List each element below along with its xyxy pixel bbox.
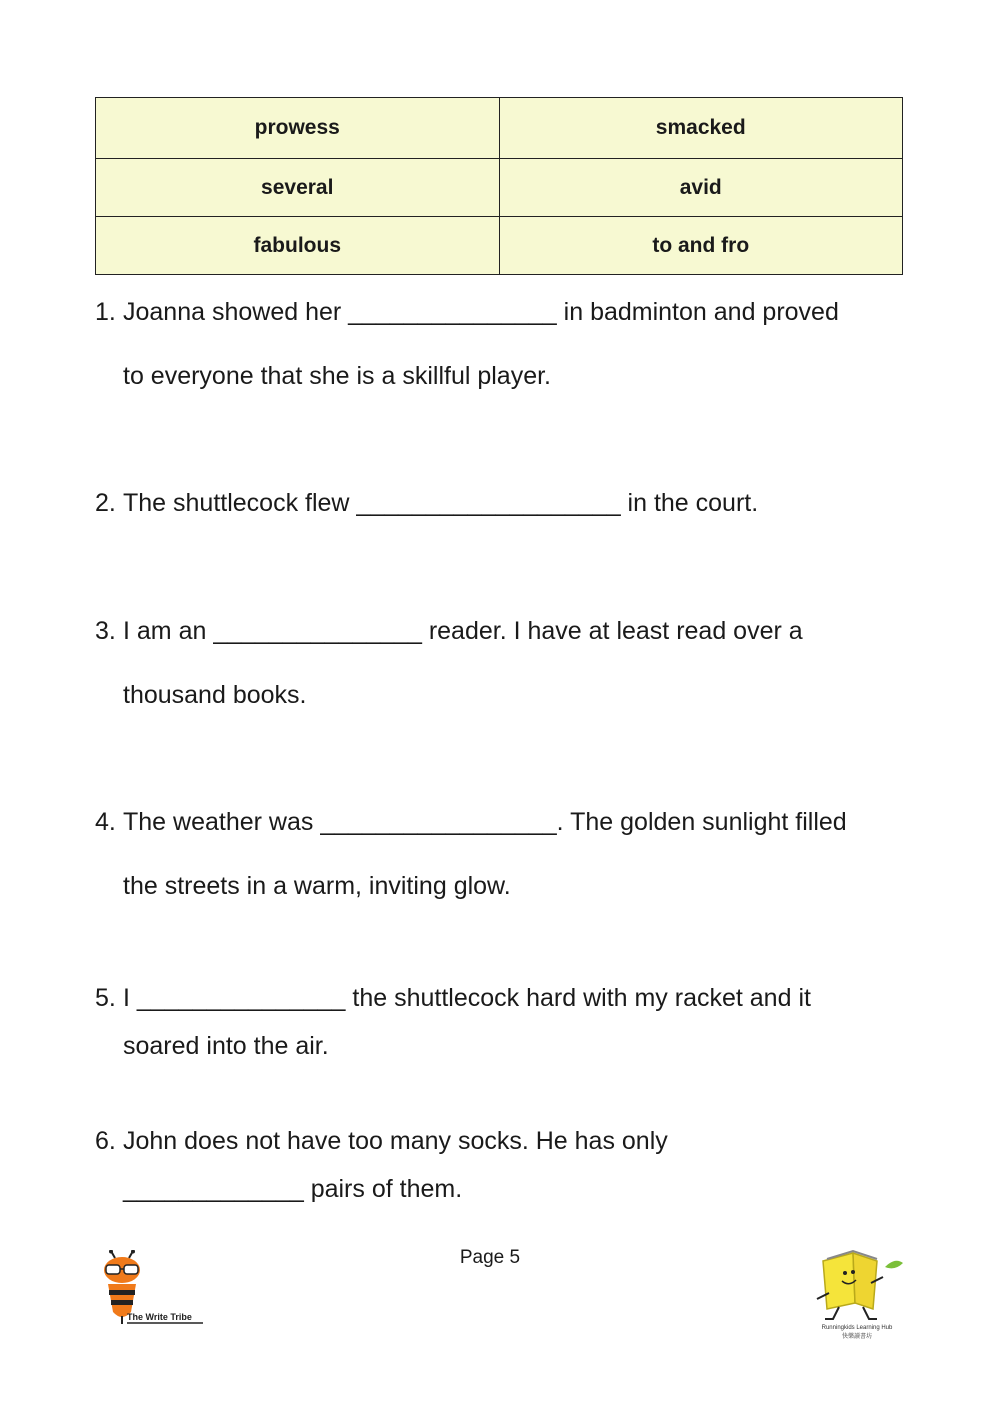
word-bank-cell: smacked [499,98,903,159]
word-bank-row [96,98,903,159]
word-bank-cell: prowess [96,98,500,159]
question-number: 1. [95,298,116,326]
page-number: Page 5 [459,1247,521,1268]
runningkids-logo-subtext: 快樂讀書坊 [841,1333,873,1340]
question-text-line-2: _____________ pairs of them. [123,1175,463,1203]
question-text-line-1: The weather was _________________. The golden sunlight filled [123,808,847,836]
question-number: 4. [95,808,116,836]
word-bank-row [96,159,903,217]
runningkids-logo [805,1243,910,1353]
question-text-line-2: to everyone that she is a skillful player. [123,362,552,390]
running-book-icon [805,1243,910,1348]
write-tribe-logo [97,1250,207,1335]
word-bank-cell: to and fro [499,217,903,275]
question-number: 6. [95,1127,116,1155]
question-number: 5. [95,984,116,1012]
question-text-line-2: thousand books. [123,681,307,709]
question-text-line-2: soared into the air. [123,1032,329,1060]
question-number: 2. [95,489,116,517]
bee-icon [97,1250,207,1330]
word-bank-cell: avid [499,159,903,217]
question-text-line-1: Joanna showed her _______________ in badminton and proved [123,298,839,326]
word-bank-table [95,97,903,275]
question-text-line-1: The shuttlecock flew ___________________ in the court. [123,489,759,517]
word-bank-cell: fabulous [96,217,500,275]
question-text-line-2: the streets in a warm, inviting glow. [123,872,511,900]
question-text-line-1: I am an _______________ reader. I have at least read over a [123,617,803,645]
question-text-line-1: John does not have too many socks. He has only [123,1127,668,1155]
write-tribe-logo-text: The Write Tribe [127,1312,192,1322]
word-bank-row [96,217,903,275]
question-text-line-1: I _______________ the shuttlecock hard with my racket and it [123,984,811,1012]
runningkids-logo-text: Runningkids Learning Hub [821,1325,893,1331]
word-bank-cell: several [96,159,500,217]
question-number: 3. [95,617,116,645]
